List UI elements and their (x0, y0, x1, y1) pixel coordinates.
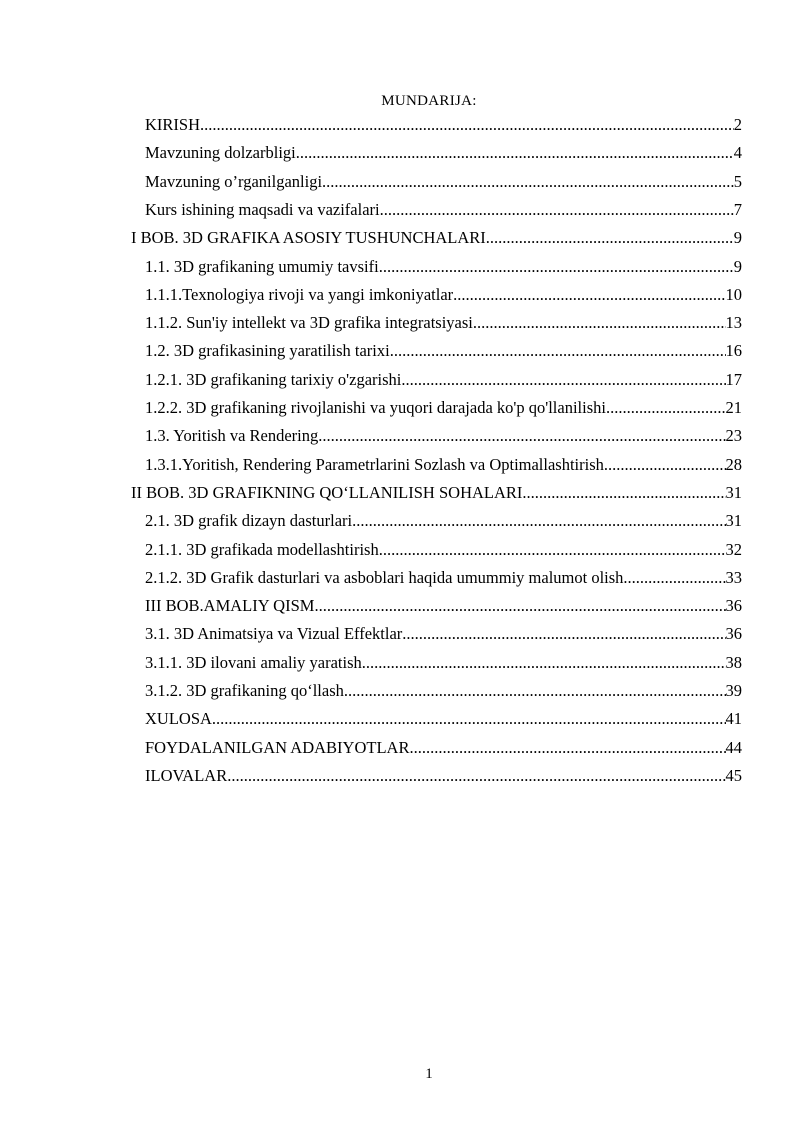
toc-dot-leader (227, 762, 725, 790)
toc-dot-leader (606, 394, 726, 422)
toc-entry (145, 337, 742, 365)
toc-entry (145, 507, 742, 535)
toc-entry-text: II BOB. 3D GRAFIKNING QO‘LLANILISH SOHALARI (131, 482, 523, 502)
toc-dot-leader (473, 309, 726, 337)
toc-entry (131, 479, 742, 507)
toc-entry (145, 649, 742, 677)
toc-entry (145, 592, 742, 620)
toc-dot-leader (314, 592, 725, 620)
toc-entry (145, 168, 742, 196)
toc-dot-leader (390, 337, 726, 365)
toc-entry (145, 451, 742, 479)
toc-entry-page: 21 (725, 398, 742, 417)
toc-entry (131, 224, 742, 252)
toc-entry-text: 1.1.2. Sun'iy intellekt va 3D grafika integratsiyasi (145, 313, 473, 333)
toc-entry-page: 4 (733, 143, 742, 163)
toc-entry-page: 13 (725, 313, 742, 333)
toc-entry (145, 677, 742, 705)
toc-entry-page: 10 (725, 284, 742, 304)
toc-entry-text: 3.1.1. 3D ilovani amaliy yaratish (145, 652, 362, 672)
toc-dot-leader (623, 564, 725, 592)
toc-dot-leader (401, 366, 725, 394)
toc-entry-page: 36 (725, 624, 742, 644)
toc-entry-page: 44 (725, 737, 742, 757)
toc-dot-leader (296, 139, 734, 167)
toc-entry-page: 5 (733, 171, 742, 191)
toc-entry (145, 253, 742, 281)
toc-dot-leader (604, 451, 726, 479)
toc-entry (145, 762, 742, 790)
toc-dot-leader (379, 536, 726, 564)
toc-entry-page: 31 (725, 511, 742, 531)
toc-entry (145, 196, 742, 224)
toc-entry-text: FOYDALANILGAN ADABIYOTLAR (145, 737, 410, 757)
toc-dot-leader (352, 507, 725, 535)
toc-entry-text: 1.2.2. 3D grafikaning rivojlanishi va yuqori darajada ko'p qo'llanilishi (145, 398, 606, 417)
toc-entry-text: XULOSA (145, 709, 212, 729)
toc-dot-leader (322, 168, 734, 196)
toc-entry-page: 45 (725, 765, 742, 785)
toc-entry (145, 309, 742, 337)
toc-entry-text: Kurs ishining maqsadi va vazifalari (145, 199, 380, 219)
toc-entry-text: 2.1.2. 3D Grafik dasturlari va asboblari haqida umummiy malumot olish (145, 567, 624, 587)
toc-entry-page: 17 (725, 369, 742, 389)
toc-entry-page: 41 (725, 709, 742, 729)
toc-dot-leader (380, 196, 734, 224)
toc-entry-page: 36 (725, 596, 742, 616)
toc-entry-page: 9 (733, 228, 742, 248)
toc-entry-page: 39 (725, 681, 742, 700)
toc-entry-page: 31 (725, 482, 742, 502)
toc-entry-text: 3.1.2. 3D grafikaning qo‘llash (145, 681, 344, 700)
toc-entry-text: 1.2. 3D grafikasining yaratilish tarixi (145, 341, 390, 361)
toc-entry-text: Mavzuning dolzarbligi (145, 143, 296, 163)
toc-entry-text: 2.1.1. 3D grafikada modellashtirish (145, 539, 379, 559)
toc-entry (145, 620, 742, 648)
toc-entry-text: I BOB. 3D GRAFIKA ASOSIY TUSHUNCHALARI (131, 228, 486, 248)
toc-title: MUNDARIJA: (381, 93, 477, 109)
toc-entry-page: 2 (733, 115, 742, 134)
toc-entry-page: 23 (725, 426, 742, 446)
toc-entry-text: 2.1. 3D grafik dizayn dasturlari (145, 511, 353, 531)
toc-entry-page: 32 (725, 539, 742, 559)
toc-entry-page: 28 (725, 454, 742, 474)
toc-entry (145, 111, 742, 139)
toc-dot-leader (486, 224, 734, 252)
toc-entry (145, 422, 742, 450)
toc-dot-leader (522, 479, 725, 507)
toc-entry-text: Mavzuning o’rganilganligi (145, 171, 323, 191)
toc-dot-leader (212, 705, 726, 733)
toc-entry-text: 1.2.1. 3D grafikaning tarixiy o'zgarishi (145, 369, 402, 389)
toc-entry (145, 281, 742, 309)
toc-dot-leader (344, 677, 726, 705)
toc-entry-text: KIRISH (145, 115, 201, 134)
toc-dot-leader (200, 111, 734, 139)
toc-dot-leader (318, 422, 725, 450)
toc-entry-text: 3.1. 3D Animatsiya va Vizual Effektlar (145, 624, 403, 644)
toc-dot-leader (453, 281, 725, 309)
toc-entry-text: 1.3. Yoritish va Rendering (145, 426, 319, 446)
toc-dot-leader (362, 649, 726, 677)
toc-entry-text: 1.3.1.Yoritish, Rendering Parametrlarini Sozlash va Optimallashtirish (145, 454, 604, 474)
toc-entry (145, 394, 742, 422)
toc-entry (145, 139, 742, 167)
toc-entry-text: 1.1. 3D grafikaning umumiy tavsifi (145, 256, 379, 276)
toc-entry-page: 33 (725, 567, 742, 587)
toc-entry (145, 536, 742, 564)
toc-entry-text: ILOVALAR (145, 765, 228, 785)
toc-entry (145, 564, 742, 592)
toc-dot-leader (402, 620, 725, 648)
toc-entry-page: 38 (725, 652, 742, 672)
toc-entry (145, 366, 742, 394)
page-number: 1 (425, 1066, 433, 1082)
toc-entry-page: 7 (733, 199, 742, 219)
toc-entry (145, 705, 742, 733)
toc-entry (145, 734, 742, 762)
toc-entry-text: 1.1.1.Texnologiya rivoji va yangi imkoniyatlar (145, 284, 454, 304)
toc-dot-leader (379, 253, 734, 281)
toc-entry-page: 16 (725, 341, 742, 361)
toc-entry-text: III BOB.AMALIY QISM (145, 596, 315, 616)
toc-dot-leader (409, 734, 725, 762)
toc-entry-page: 9 (733, 256, 742, 276)
